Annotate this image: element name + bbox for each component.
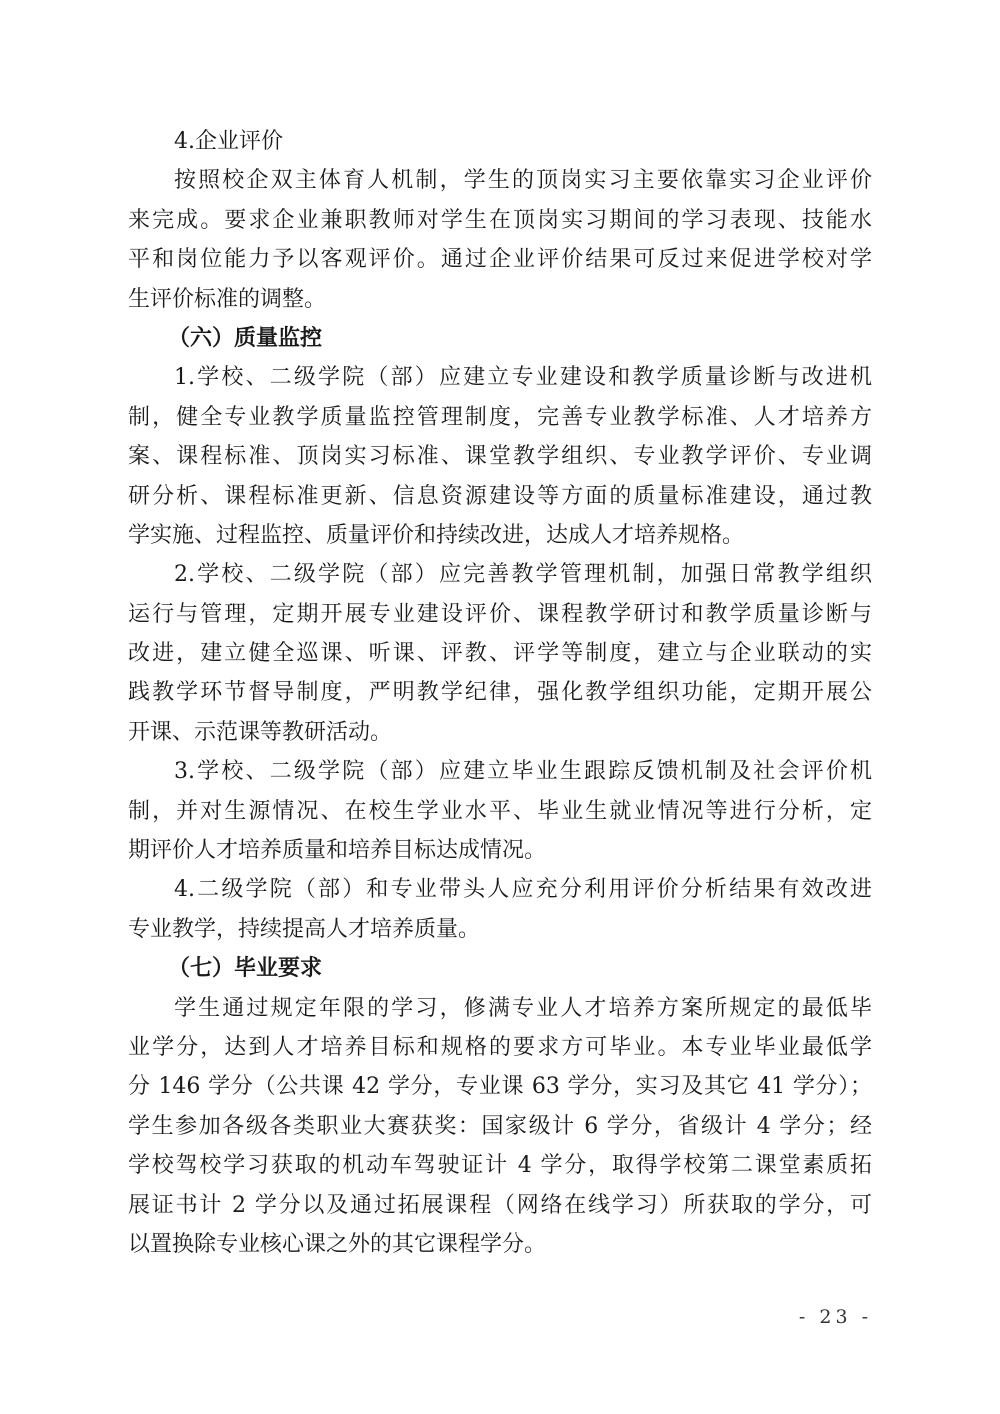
section-heading: [128, 949, 872, 988]
text-line: （七）毕业要求: [168, 956, 323, 982]
text-line: 开课、示范课等教研活动。: [128, 719, 393, 745]
paragraph: [128, 161, 872, 319]
text-line: 学生参加各级各类职业大赛获奖：国家级计 6 学分，省级计 4 学分；经: [128, 1113, 872, 1139]
text-line: 改进，建立健全巡课、听课、评教、评学等制度，建立与企业联动的实: [128, 641, 872, 667]
paragraph: [128, 555, 872, 752]
paragraph: [128, 752, 872, 870]
text-line: 4.二级学院（部）和专业带头人应充分利用评价分析结果有效改进: [174, 877, 872, 903]
text-line: 学实施、过程监控、质量评价和持续改进，达成人才培养规格。: [128, 522, 745, 548]
text-line: （六）质量监控: [168, 325, 323, 351]
section-heading: [128, 319, 872, 358]
paragraph: [128, 989, 872, 1265]
text-line: 生评价标准的调整。: [128, 286, 327, 312]
subsection-heading: [128, 122, 872, 161]
paragraph: [128, 358, 872, 555]
text-line: 2.学校、二级学院（部）应完善教学管理机制，加强日常教学组织: [174, 562, 872, 588]
page-number: - 23 -: [798, 1306, 872, 1328]
text-line: 制，并对生源情况、在校生学业水平、毕业生就业情况等进行分析，定: [128, 798, 872, 824]
text-line: 期评价人才培养质量和培养目标达成情况。: [128, 838, 547, 864]
text-line: 研分析、课程标准更新、信息资源建设等方面的质量标准建设，通过教: [128, 483, 872, 509]
text-line: 来完成。要求企业兼职教师对学生在顶岗实习期间的学习表现、技能水: [128, 207, 872, 233]
text-line: 运行与管理，定期开展专业建设评价、课程教学研讨和教学质量诊断与: [128, 601, 872, 627]
text-line: 业学分，达到人才培养目标和规格的要求方可毕业。本专业毕业最低学: [128, 1034, 872, 1060]
text-line: 平和岗位能力予以客观评价。通过企业评价结果可反过来促进学校对学: [128, 247, 872, 273]
text-line: 践教学环节督导制度，严明教学纪律，强化教学组织功能，定期开展公: [128, 680, 872, 706]
text-line: 展证书计 2 学分以及通过拓展课程（网络在线学习）所获取的学分，可: [128, 1192, 872, 1218]
paragraph: [128, 870, 872, 949]
text-line: 专业教学，持续提高人才培养质量。: [128, 916, 481, 942]
document-body: [128, 122, 872, 1264]
text-line: 案、课程标准、顶岗实习标准、课堂教学组织、专业教学评价、专业调: [128, 444, 872, 470]
text-line: 以置换除专业核心课之外的其它课程学分。: [128, 1231, 547, 1257]
text-line: 3.学校、二级学院（部）应建立毕业生跟踪反馈机制及社会评价机: [174, 759, 872, 785]
text-line: 1.学校、二级学院（部）应建立专业建设和教学质量诊断与改进机: [174, 365, 872, 391]
text-line: 4.企业评价: [174, 129, 283, 154]
text-line: 制，健全专业教学质量监控管理制度，完善专业教学标准、人才培养方: [128, 404, 872, 430]
text-line: 学生通过规定年限的学习，修满专业人才培养方案所规定的最低毕: [174, 995, 872, 1021]
text-line: 按照校企双主体育人机制，学生的顶岗实习主要依靠实习企业评价: [174, 168, 872, 194]
text-line: 分 146 学分（公共课 42 学分，专业课 63 学分，实习及其它 41 学分）；: [128, 1074, 872, 1100]
text-line: 学校驾校学习获取的机动车驾驶证计 4 学分，取得学校第二课堂素质拓: [128, 1153, 872, 1179]
